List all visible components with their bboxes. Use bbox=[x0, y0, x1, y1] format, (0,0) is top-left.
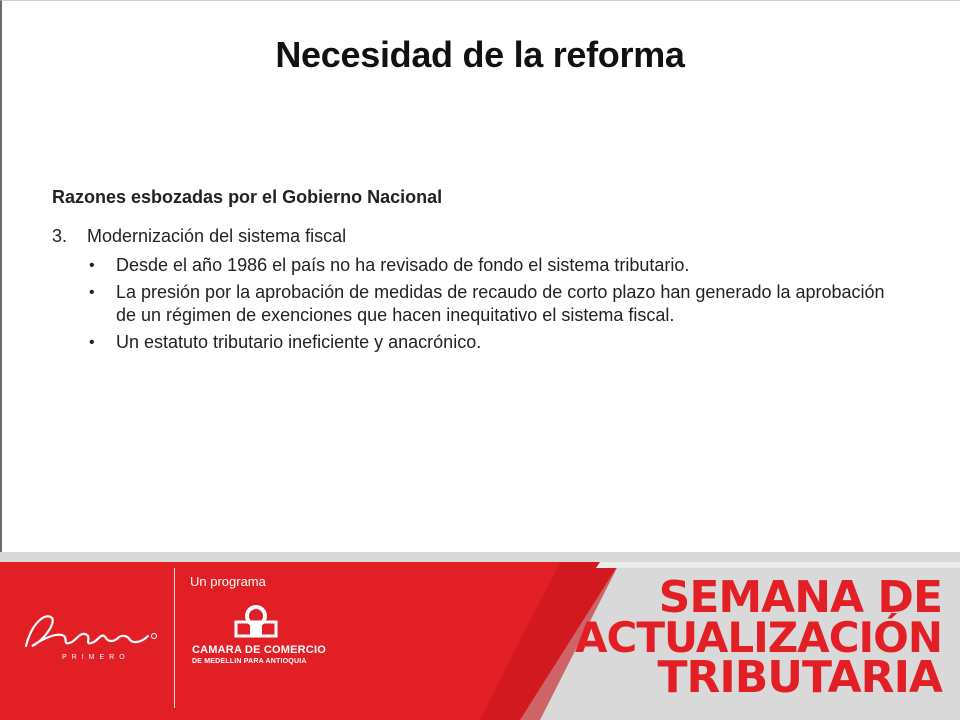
numbered-item bbox=[52, 226, 346, 247]
event-title bbox=[575, 572, 942, 703]
afiliados-subtext: PRIMERO bbox=[62, 654, 130, 661]
camara-subname: DE MEDELLIN PARA ANTIOQUIA bbox=[192, 658, 307, 665]
bullet-icon: • bbox=[89, 257, 95, 274]
slide-title: Necesidad de la reforma bbox=[275, 34, 685, 75]
bullet-item bbox=[86, 331, 886, 354]
bullet-list bbox=[86, 254, 886, 358]
footer-divider bbox=[174, 568, 175, 708]
bullet-item bbox=[86, 254, 886, 277]
footer-banner bbox=[0, 552, 960, 720]
item-text: Modernización del sistema fiscal bbox=[87, 226, 347, 246]
camara-name: CAMARA DE COMERCIO bbox=[192, 644, 326, 656]
bullet-icon: • bbox=[89, 284, 95, 301]
event-title-line2: ACTUALIZACIÓN bbox=[575, 613, 942, 662]
slide-subtitle: Razones esbozadas por el Gobierno Nacional bbox=[52, 187, 443, 207]
event-title-line1: SEMANA DE bbox=[658, 572, 942, 623]
bullet-icon: • bbox=[89, 334, 95, 351]
bullet-text: La presión por la aprobación de medidas de recaudo de corto plazo han generado la aprobación de un régimen de exenciones que hacen inequitativo el sistema fiscal. bbox=[116, 282, 885, 325]
event-title-line3: TRIBUTARIA bbox=[657, 652, 942, 703]
bullet-text: Un estatuto tributario ineficiente y anacrónico. bbox=[116, 332, 482, 352]
bullet-text: Desde el año 1986 el país no ha revisado de fondo el sistema tributario. bbox=[116, 255, 690, 275]
bullet-item bbox=[86, 281, 886, 327]
afiliados-logo bbox=[18, 602, 168, 662]
item-number: 3. bbox=[52, 226, 68, 246]
camara-logo-icon bbox=[234, 604, 278, 638]
program-label: Un programa bbox=[190, 574, 266, 589]
